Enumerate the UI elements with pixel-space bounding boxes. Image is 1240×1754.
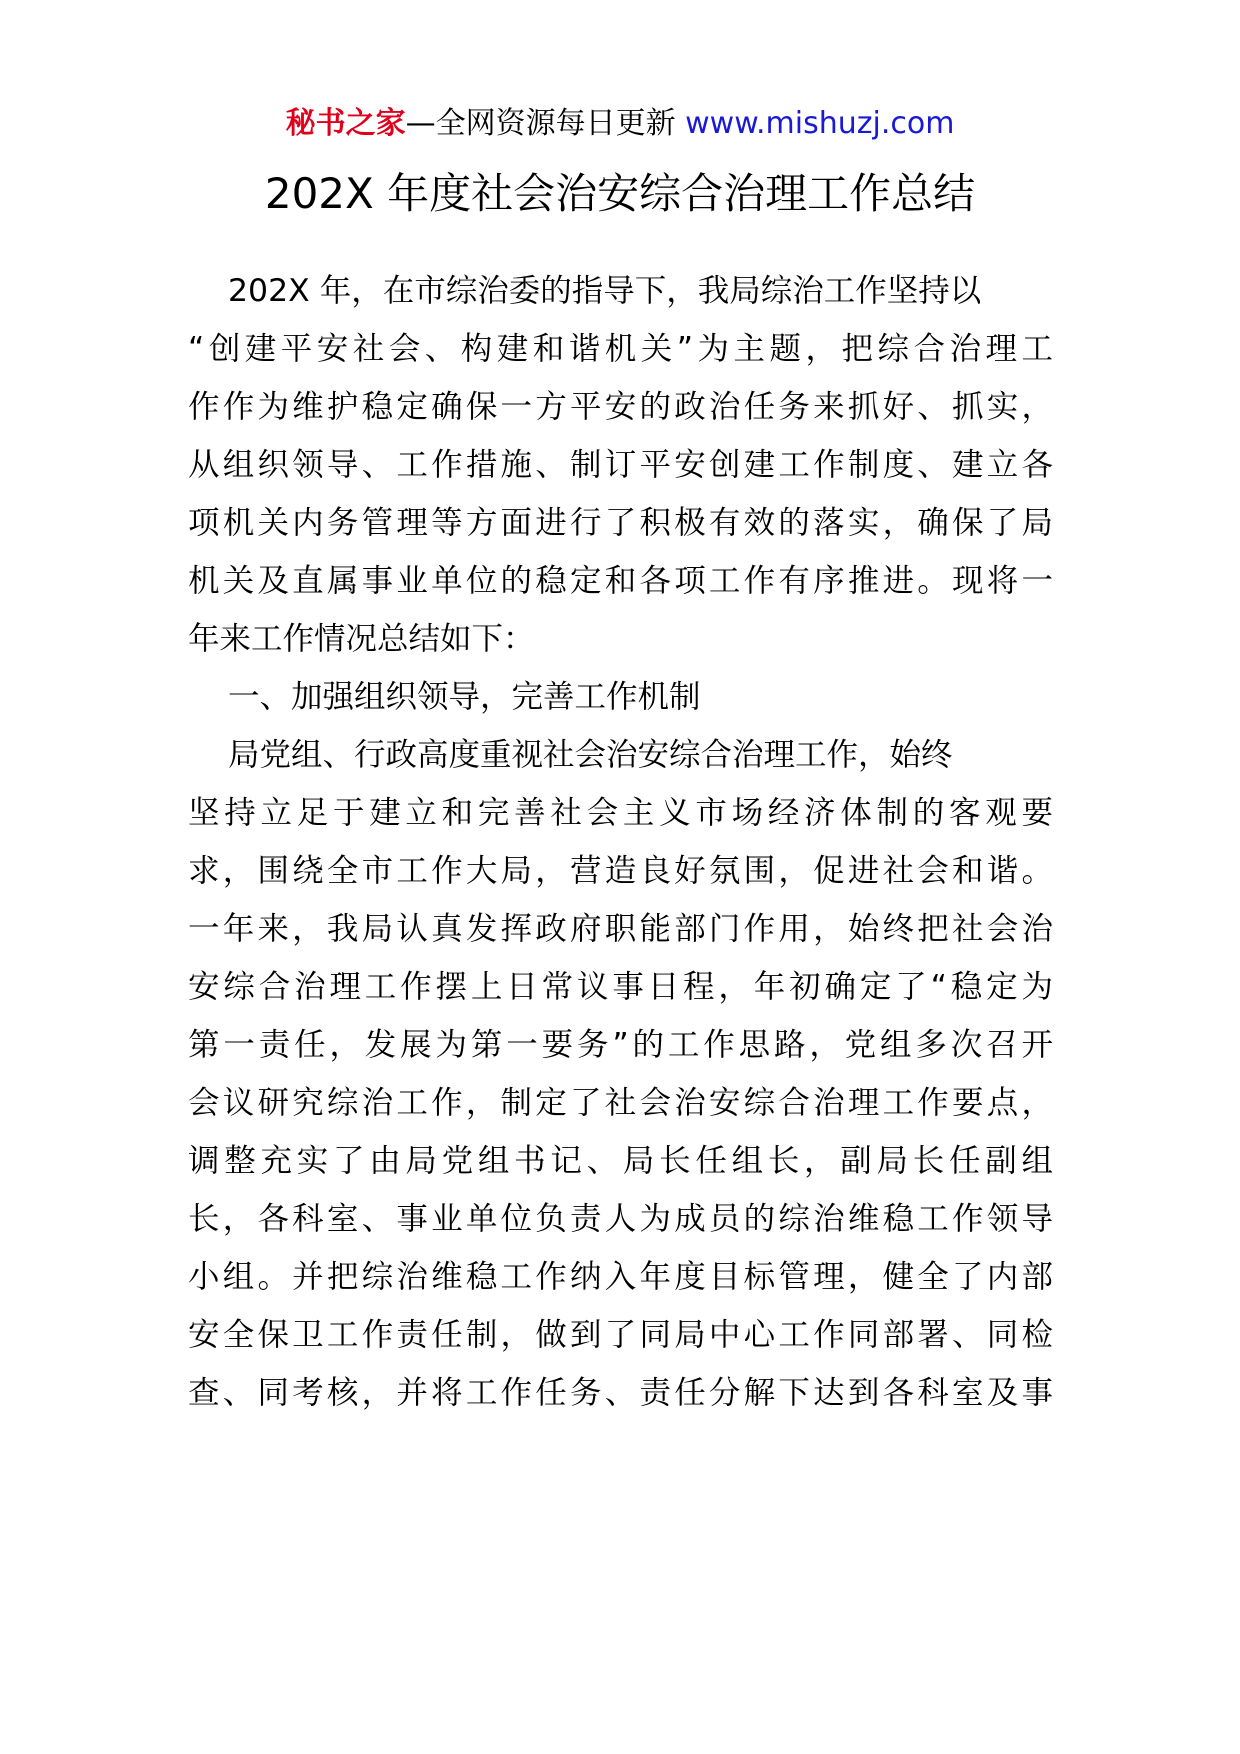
site-url-link[interactable]: www.mishuzj.com — [685, 106, 955, 141]
paragraph-line: 长，各科室、事业单位负责人为成员的综治维稳工作领导 — [188, 1201, 1053, 1237]
header-tagline: —全网资源每日更新 — [405, 106, 686, 141]
paragraph-line: 从组织领导、工作措施、制订平安创建工作制度、建立各 — [188, 447, 1053, 483]
paragraph-line: 第一责任，发展为第一要务”的工作思路，党组多次召开 — [188, 1027, 1053, 1063]
brand-name: 秘书之家 — [285, 106, 406, 141]
paragraph-line: 调整充实了由局党组书记、局长任组长，副局长任副组 — [188, 1143, 1053, 1179]
paragraph-line: 小组。并把综治维稳工作纳入年度目标管理，健全了内部 — [188, 1259, 1053, 1295]
paragraph-line: 机关及直属事业单位的稳定和各项工作有序推进。现将一 — [188, 563, 1053, 599]
paragraph-line: 求，围绕全市工作大局，营造良好氛围，促进社会和谐。 — [188, 853, 1053, 889]
paragraph-line: “创建平安社会、构建和谐机关”为主题，把综合治理工 — [188, 331, 1053, 367]
paragraph-line: 安全保卫工作责任制，做到了同局中心工作同部署、同检 — [188, 1317, 1053, 1353]
paragraph-line: 作作为维护稳定确保一方平安的政治任务来抓好、抓实， — [188, 389, 1053, 425]
section-heading: 一、加强组织领导，完善工作机制 — [228, 679, 701, 715]
paragraph-line: 一年来，我局认真发挥政府职能部门作用，始终把社会治 — [188, 911, 1053, 947]
paragraph-line: 局党组、行政高度重视社会治安综合治理工作，始终 — [228, 737, 953, 773]
paragraph-line: 安综合治理工作摆上日常议事日程，年初确定了“稳定为 — [188, 969, 1053, 1005]
site-header — [0, 104, 1240, 144]
paragraph-line: 查、同考核，并将工作任务、责任分解下达到各科室及事 — [188, 1375, 1053, 1411]
paragraph-line: 会议研究综治工作，制定了社会治安综合治理工作要点， — [188, 1085, 1053, 1121]
paragraph-line: 202X 年，在市综治委的指导下，我局综治工作坚持以 — [228, 273, 982, 309]
document-title: 202X 年度社会治安综合治理工作总结 — [264, 169, 976, 218]
paragraph-line: 项机关内务管理等方面进行了积极有效的落实，确保了局 — [188, 505, 1053, 541]
paragraph-line: 坚持立足于建立和完善社会主义市场经济体制的客观要 — [188, 795, 1053, 831]
paragraph-line: 年来工作情况总结如下： — [188, 621, 535, 657]
